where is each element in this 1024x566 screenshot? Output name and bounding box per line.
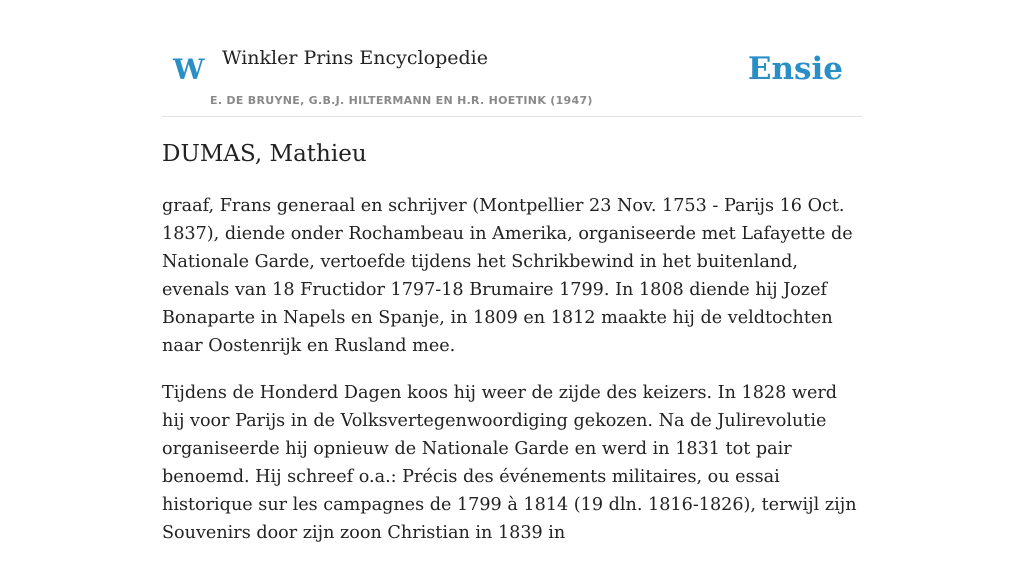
entry-paragraph: graaf, Frans generaal en schrijver (Montpellier 23 Nov. 1753 - Parijs 16 Oct. 1837), diende onder Rochambeau in Amerika, organiseerde met Lafayette de Nationale Garde, vertoefde tijdens het Schrikbewind in het buitenland, evenals van 18 Fructidor 1797-18 Brumaire 1799. In 1808 diende hij Jozef Bonaparte in Napels en Spanje, in 1809 en 1812 maakte hij de veldtochten naar Oostenrijk en Rusland mee. bbox=[162, 196, 853, 356]
entry-paragraph: Tijdens de Honderd Dagen koos hij weer de zijde des keizers. In 1828 werd hij voor Parijs in de Volksvertegenwoordiging gekozen. Na de Julirevolutie organiseerde hij opnieuw de Nationale Garde en werd in 1831 tot pair benoemd. Hij schreef o.a.: Précis des événements militaires, ou essai historique sur les campagnes de 1799 à 1814 (19 dln. 1816-1826), terwijl zijn Souvenirs door zijn zoon Christian in 1839 in bbox=[162, 383, 857, 543]
entry-title: DUMAS, Mathieu bbox=[162, 141, 367, 167]
publication-title[interactable]: Winkler Prins Encyclopedie bbox=[222, 47, 488, 69]
publication-authors: E. DE BRUYNE, G.B.J. HILTERMANN EN H.R. HOETINK (1947) bbox=[210, 94, 593, 107]
entry-body bbox=[162, 192, 862, 566]
publication-logo: W bbox=[173, 53, 205, 86]
site-logo-link[interactable]: Ensie bbox=[747, 51, 843, 87]
header bbox=[162, 30, 862, 117]
